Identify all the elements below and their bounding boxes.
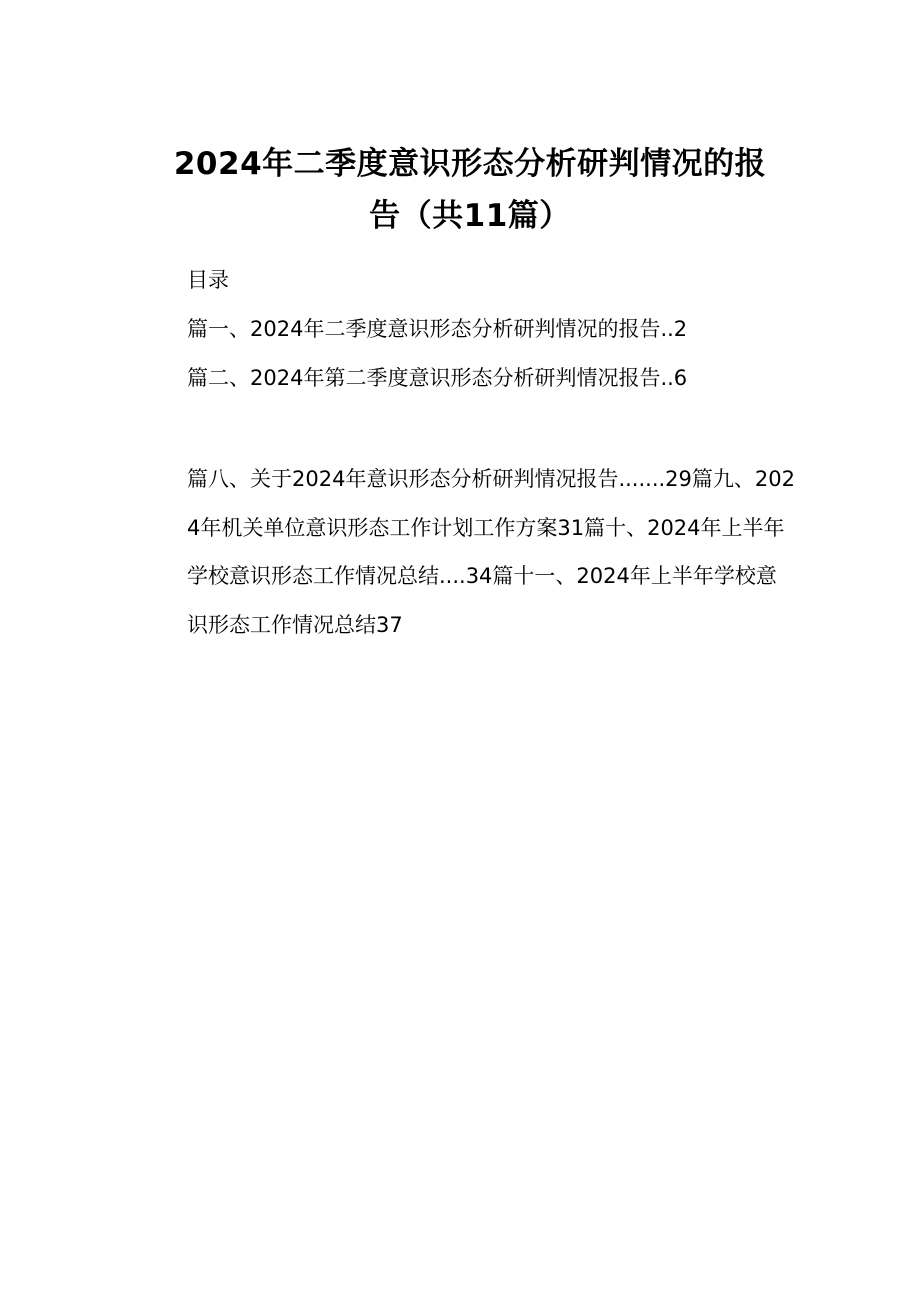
toc-heading: 目录: [187, 268, 229, 292]
document-title-line-1: 2024年二季度意识形态分析研判情况的报: [173, 146, 767, 182]
toc-merged-entries[interactable]: 篇八、关于2024年意识形态分析研判情况报告.......29篇九、2024年机关单位意识形态工作计划工作方案31篇十、2024年上半年学校意识形态工作情况总结....34篇十一、2024年上半年学校意识形态工作情况总结37: [187, 467, 795, 637]
toc-entry[interactable]: 篇一、2024年二季度意识形态分析研判情况的报告..2: [187, 317, 688, 341]
document-title-line-2: 告（共11篇）: [369, 198, 571, 234]
toc-entry[interactable]: 篇二、2024年第二季度意识形态分析研判情况报告..6: [187, 366, 688, 390]
